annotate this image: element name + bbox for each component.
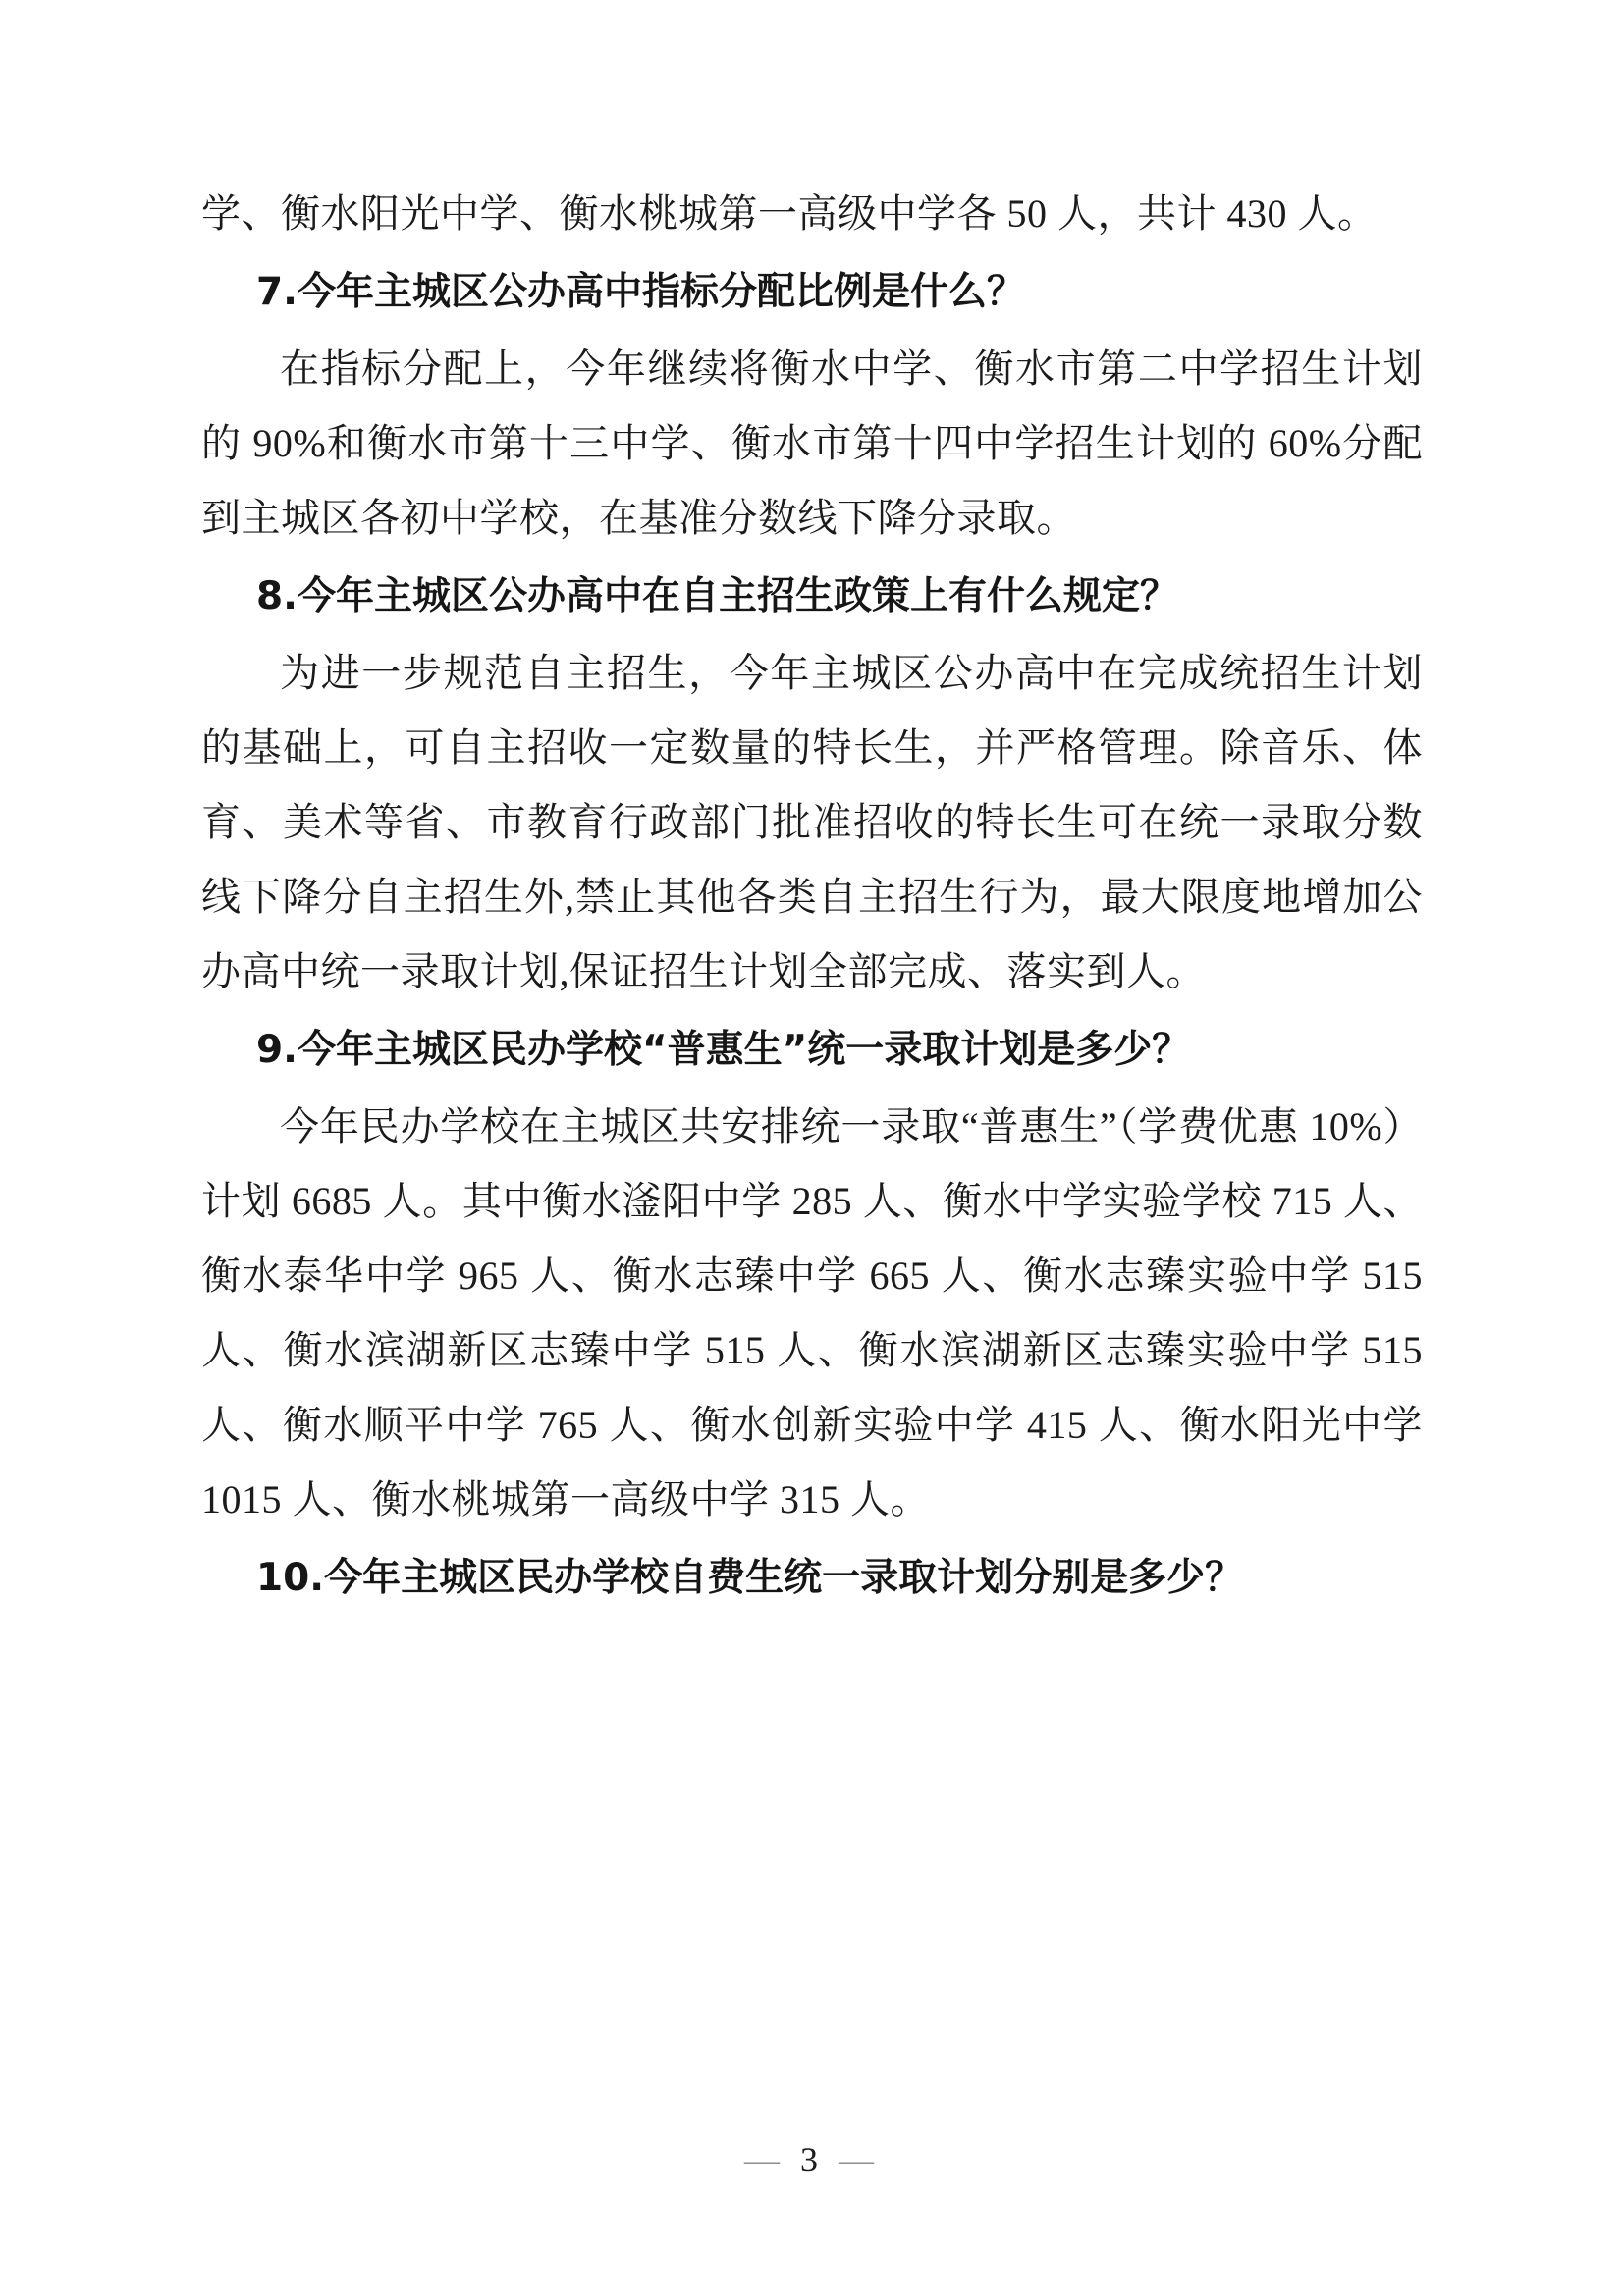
- page-number: — 3 —: [744, 2140, 880, 2179]
- answer-7: 在指标分配上，今年继续将衡水中学、衡水市第二中学招生计划的 90%和衡水市第十三中学、衡水市第十四中学招生计划的 60%分配到主城区各初中学校，在基准分数线下降分录取。: [201, 347, 1423, 540]
- paragraph-continued-school-list: 学、衡水阳光中学、衡水桃城第一高级中学各 50 人，共计 430 人。: [201, 191, 1378, 236]
- question-7: 7.今年主城区公办高中指标分配比例是什么？: [256, 270, 1025, 314]
- question-8: 8.今年主城区公办高中在自主招生政策上有什么规定？: [256, 574, 1178, 618]
- answer-8: 为进一步规范自主招生，今年主城区公办高中在完成统招生计划的基础上，可自主招收一定数量的特长生，并严格管理。除音乐、体育、美术等省、市教育行政部门批准招收的特长生可在统一录取分数线下降分自主招生外,禁止其他各类自主招生行为，最大限度地增加公办高中统一录取计划,保证招生计划全部完成、落实到人。: [201, 651, 1423, 993]
- question-9: 9.今年主城区民办学校“普惠生”统一录取计划是多少？: [256, 1028, 1191, 1072]
- answer-9: 今年民办学校在主城区共安排统一录取“普惠生”（学费优惠 10%）计划 6685 人。其中衡水滏阳中学 285 人、衡水中学实验学校 715 人、衡水泰华中学 965 人、衡水志臻中学 665 人、衡水志臻实验中学 515 人、衡水滨湖新区志臻中学 515 人、衡水滨湖新区志臻实验中学 515 人、衡水顺平中学 765 人、衡水创新实验中学 415 人、衡水阳光中学 1015 人、衡水桃城第一高级中学 315 人。: [201, 1104, 1423, 1522]
- question-10: 10.今年主城区民办学校自费生统一录取计划分别是多少？: [256, 1556, 1244, 1600]
